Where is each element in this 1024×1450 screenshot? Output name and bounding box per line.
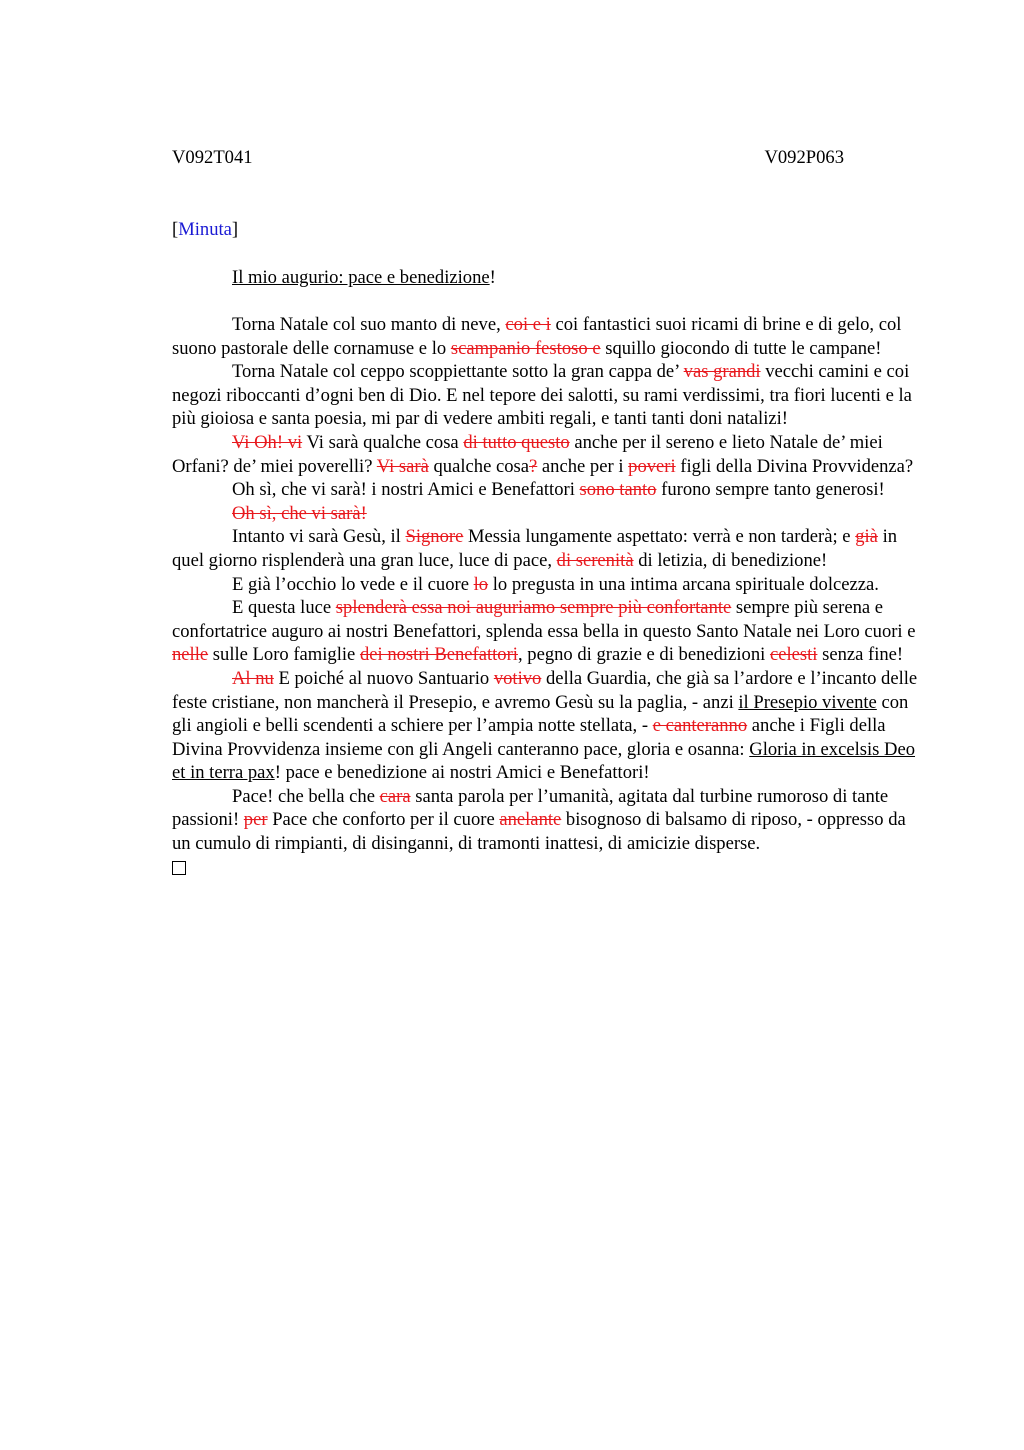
text-run: sempre più serena e confortatrice auguro ai nostri Benefattori, splenda essa bella in questo Santo Natale nei Loro cuori e — [172, 597, 916, 642]
title-tail: ! — [489, 267, 496, 288]
deleted-text: di tutto questo — [463, 431, 570, 453]
paragraph — [172, 502, 928, 526]
deleted-text: anelante — [499, 809, 562, 831]
text-run: della Guardia, che già sa l’ardore e l’incanto delle feste cristiane, non mancherà il Presepio, e avremo Gesù su la paglia, - anzi — [172, 667, 918, 713]
document-header — [172, 146, 844, 170]
deleted-text: cara — [379, 785, 411, 807]
text-run: E già l’occhio lo vede e il cuore — [232, 573, 474, 595]
note-label: Minuta — [178, 219, 232, 240]
deleted-text: splenderà essa noi auguriamo sempre più confortante — [335, 597, 732, 619]
text-run: vecchi camini e coi negozi riboccanti d’ogni ben di Dio. E nel tepore dei salotti, su rami verdissimi, tra fiori lucenti e la più gioiosa e santa poesia, mi par di vedere ambiti regali, e tanti tanti doni natalizi! — [172, 361, 912, 430]
paragraph — [172, 596, 928, 667]
note-bracket-open: [ — [172, 219, 179, 240]
text-run: anche i Figli della Divina Provvidenza insieme con gli Angeli canteranno pace, gloria e osanna: — [172, 715, 886, 760]
text-run: lo pregusta in una intima arcana spirituale dolcezza. — [488, 573, 879, 595]
deleted-text: Vi Oh! vi — [232, 431, 303, 453]
text-run: , pegno di grazie e di benedizioni — [517, 644, 770, 666]
deleted-text: Al nu — [232, 667, 274, 689]
text-run: bisognoso di balsamo di riposo, - oppresso da un cumulo di rimpianti, di disinganni, di tramonti inattesi, di amicizie disperse. — [172, 809, 906, 855]
text-run: sulle Loro famiglie — [208, 644, 360, 666]
deleted-text: Signore — [405, 526, 464, 548]
paragraph — [172, 360, 928, 431]
paragraph — [172, 525, 928, 572]
paragraph — [172, 667, 928, 785]
text-run: Pace che conforto per il cuore — [267, 809, 500, 831]
deleted-text: vas grandi — [683, 361, 761, 383]
deleted-text: Vi sarà — [376, 455, 429, 477]
text-run: in quel giorno risplenderà una gran luce, luce di pace, — [172, 526, 898, 571]
deleted-text: nelle — [172, 644, 209, 666]
text-run: Torna Natale col ceppo scoppiettante sotto la gran cappa de’ — [232, 361, 684, 383]
text-run: Messia lungamente aspettato: verrà e non tarderà; e — [463, 526, 856, 548]
deleted-text: poveri — [628, 455, 676, 477]
text-run: santa parola per l’umanità, agitata dal turbine rumoroso di tante passioni! — [172, 785, 889, 831]
title-text: Il mio augurio: pace e benedizione — [232, 267, 490, 288]
document-code-left: V092T041 — [172, 147, 253, 168]
document-body — [172, 313, 928, 881]
paragraph — [172, 573, 928, 597]
text-run: Torna Natale col suo manto di neve, — [232, 314, 506, 335]
deleted-text: già — [855, 526, 878, 548]
text-run: Oh sì, che vi sarà! i nostri Amici e Benefattori — [232, 479, 580, 501]
deleted-text: di serenità — [556, 549, 634, 571]
text-run: qualche cosa — [428, 455, 530, 477]
text-run: Vi sarà qualche cosa — [302, 431, 464, 453]
paragraph — [172, 313, 928, 360]
deleted-text: e canteranno — [652, 715, 748, 737]
deleted-text: lo — [473, 573, 489, 595]
text-run: con gli angioli e belli scendenti a schiere per l’ampia notte stellata, - — [172, 691, 909, 737]
text-run: di letizia, di benedizione! — [633, 549, 828, 571]
text-run: Intanto vi sarà Gesù, il — [232, 526, 406, 548]
text-run: coi fantastici suoi ricami di brine e di gelo, col suono pastorale delle cornamuse e lo — [172, 314, 902, 359]
deleted-text: Oh sì, che vi sarà! — [232, 502, 367, 524]
text-run: ! pace e benedizione ai nostri Amici e Benefattori! — [274, 762, 650, 784]
deleted-text: celesti — [769, 644, 818, 666]
underlined-text: Gloria in excelsis Deo et in terra pax — [172, 738, 916, 784]
deleted-text: votivo — [493, 667, 542, 689]
text-run: anche per il sereno e lieto Natale de’ miei Orfani? de’ miei poverelli? — [172, 431, 883, 477]
deleted-text: ? — [529, 455, 538, 477]
empty-square-icon — [172, 861, 186, 875]
paragraph — [172, 478, 928, 502]
note-bracket-close: ] — [231, 219, 239, 240]
text-run: squillo giocondo di tutte le campane! — [600, 337, 882, 359]
deleted-text: per — [243, 809, 268, 831]
paragraph — [172, 431, 928, 478]
text-run: figli della Divina Provvidenza? — [675, 455, 914, 477]
underlined-text: il Presepio vivente — [738, 691, 877, 713]
text-run: furono sempre tanto generosi! — [656, 479, 885, 501]
text-run: senza fine! — [817, 644, 904, 666]
document-code-right: V092P063 — [764, 147, 844, 168]
draft-note — [172, 218, 238, 242]
text-run: E questa luce — [232, 597, 336, 619]
deleted-text: scampanio festoso e — [450, 337, 601, 359]
deleted-text: coi e i — [505, 314, 551, 335]
paragraph — [172, 785, 928, 856]
deleted-text: sono tanto — [579, 479, 657, 501]
deleted-text: dei nostri Benefattori — [359, 644, 518, 666]
document-title — [232, 266, 496, 290]
text-run: anche per i — [537, 455, 629, 477]
text-run: Pace! che bella che — [232, 785, 380, 807]
text-run: E poiché al nuovo Santuario — [273, 667, 494, 689]
